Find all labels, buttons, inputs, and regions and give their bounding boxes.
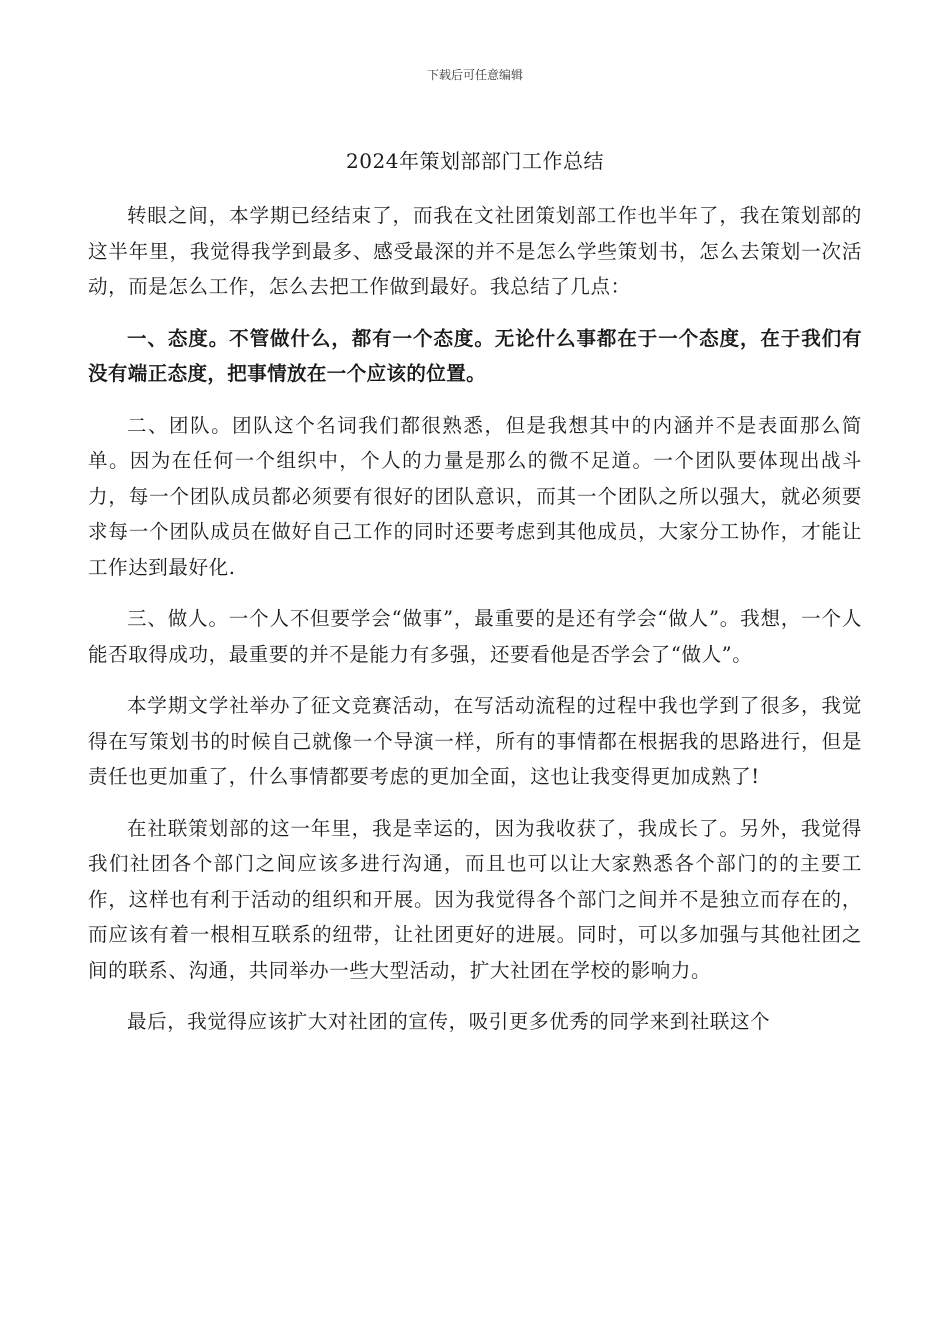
paragraph-being-a-person: 三、做人。一个人不但要学会“做事”，最重要的是还有学会“做人”。我想，一个人能否取得成功，最重要的并不是能力有多强，还要看他是否学会了“做人”。: [88, 607, 862, 666]
document-title: 2024年策划部部门工作总结: [346, 149, 604, 173]
paragraph-attitude: 一、态度。不管做什么，都有一个态度。无论什么事都在于一个态度，在于我们有没有端正态度，把事情放在一个应该的位置。: [88, 326, 862, 385]
paragraph-essay-contest: 本学期文学社举办了征文竞赛活动，在写活动流程的过程中我也学到了很多，我觉得在写策划书的时候自己就像一个导演一样，所有的事情都在根据我的思路进行，但是责任也更加重了，什么事情都要考虑的更加全面，这也让我变得更加成熟了!: [88, 694, 862, 788]
document-body: [88, 198, 862, 1056]
paragraph-intro: 转眼之间，本学期已经结束了，而我在文社团策划部工作也半年了，我在策划部的这半年里，我觉得我学到最多、感受最深的并不是怎么学些策划书，怎么去策划一次活动，而是怎么工作，怎么去把工作做到最好。我总结了几点：: [88, 204, 862, 298]
paragraph-communication: 在社联策划部的这一年里，我是幸运的，因为我收获了，我成长了。另外，我觉得我们社团各个部门之间应该多进行沟通，而且也可以让大家熟悉各个部门的的主要工作，这样也有利于活动的组织和开展。因为我觉得各个部门之间并不是独立而存在的，而应该有着一根相互联系的纽带，让社团更好的进展。同时，可以多加强与其他社团之间的联系、沟通，共同举办一些大型活动，扩大社团在学校的影响力。: [88, 816, 862, 982]
page-header-note: 下载后可任意编辑: [426, 68, 523, 82]
paragraph-team: 二、团队。团队这个名词我们都很熟悉，但是我想其中的内涵并不是表面那么简单。因为在任何一个组织中，个人的力量是那么的微不足道。一个团队要体现出战斗力，每一个团队成员都必须要有很好的团队意识，而其一个团队之所以强大，就必须要求每一个团队成员在做好自己工作的同时还要考虑到其他成员，大家分工协作，才能让工作达到最好化.: [88, 413, 862, 579]
paragraph-closing: 最后，我觉得应该扩大对社团的宣传，吸引更多优秀的同学来到社联这个: [127, 1010, 771, 1033]
